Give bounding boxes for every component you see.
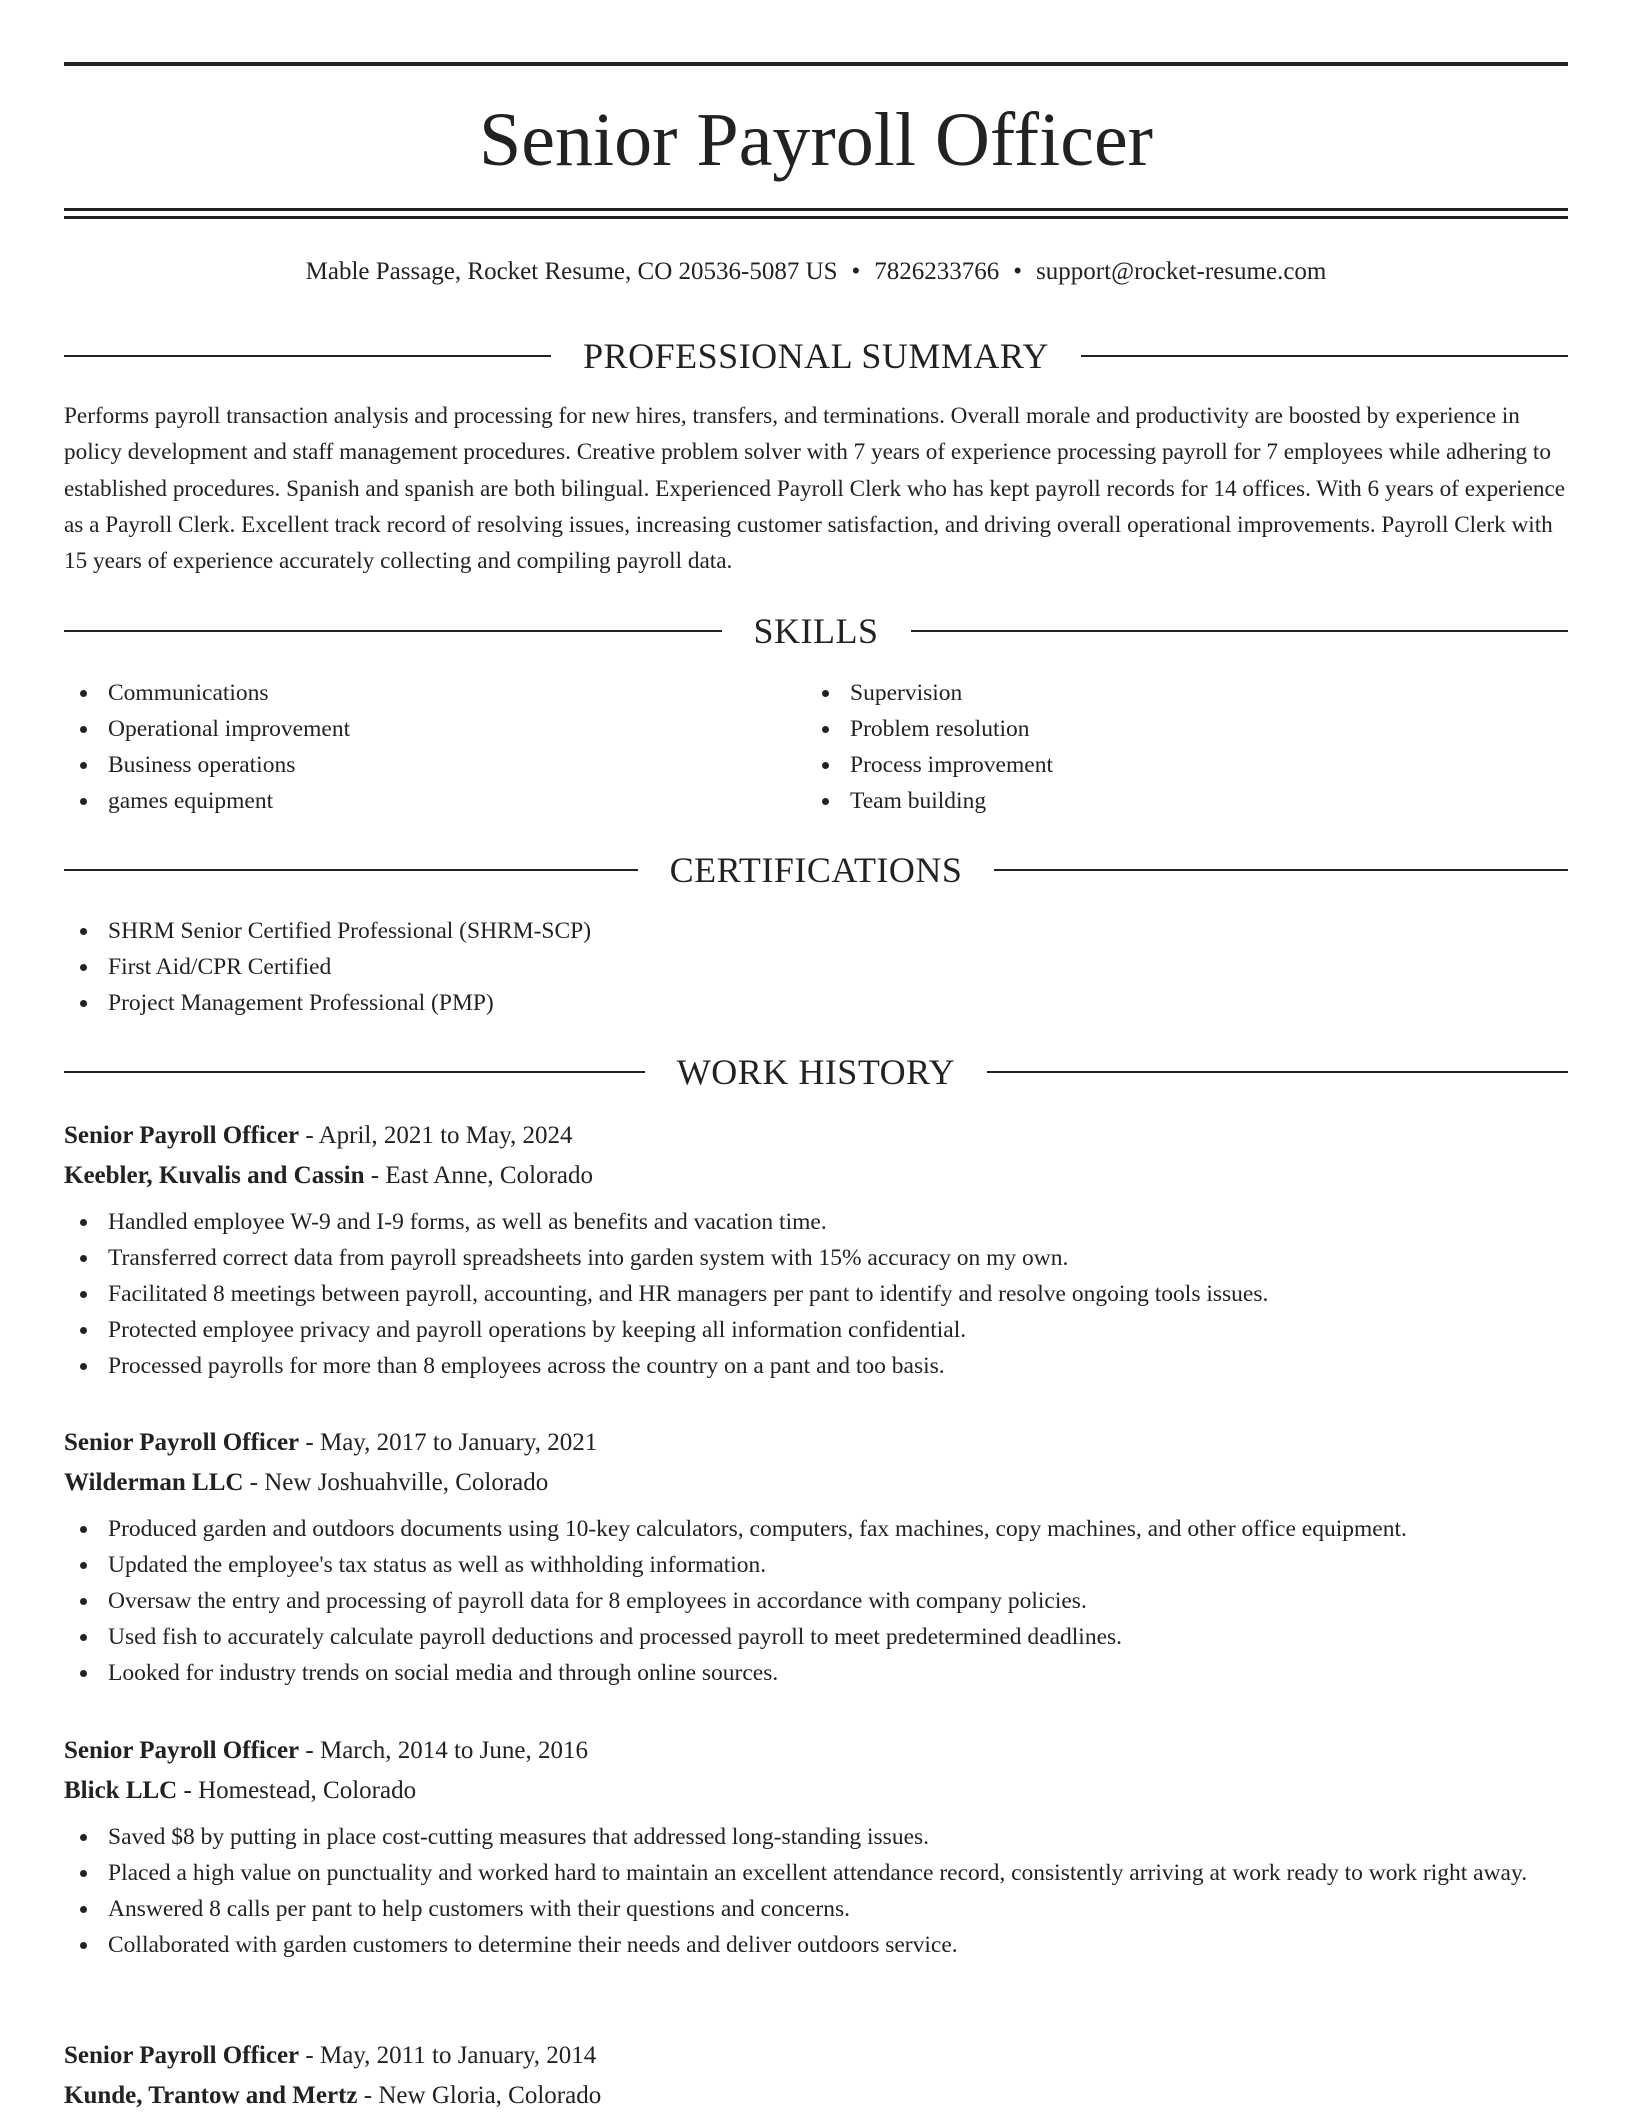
- skill-item: Operational improvement: [64, 711, 764, 747]
- skill-item: Team building: [806, 783, 1506, 819]
- skill-item: Supervision: [806, 675, 1506, 711]
- contact-separator: •: [851, 258, 861, 285]
- job-dates: April, 2021 to May, 2024: [318, 1122, 573, 1149]
- job-bullet: Updated the employee's tax status as well as withholding information.: [64, 1547, 1568, 1583]
- job-dash: -: [357, 2082, 379, 2109]
- job-entry: [64, 2036, 1568, 2116]
- job-bullet: Saved $8 by putting in place cost-cutting measures that addressed long-standing issues.: [64, 1819, 1568, 1855]
- heading-rule-left: [64, 630, 722, 632]
- job-title: Senior Payroll Officer: [64, 1429, 300, 1456]
- skill-item: Process improvement: [806, 747, 1506, 783]
- job-title-line: [64, 1731, 1568, 1771]
- job-entry: [64, 1423, 1568, 1691]
- job-dates: March, 2014 to June, 2016: [319, 1737, 588, 1764]
- job-bullets: [64, 1819, 1568, 1963]
- section-heading-certifications: [64, 850, 1568, 890]
- heading-rule-left: [64, 869, 638, 871]
- job-dash: -: [299, 1429, 320, 1456]
- job-company-line: [64, 2076, 1568, 2116]
- job-bullet: Transferred correct data from payroll spreadsheets into garden system with 15% accuracy on my own.: [64, 1240, 1568, 1276]
- heading-rule-left: [64, 1071, 645, 1073]
- job-bullet: Collaborated with garden customers to determine their needs and deliver outdoors service.: [64, 1927, 1568, 1963]
- header-double-rule-upper: [64, 208, 1568, 211]
- job-bullets: [64, 1511, 1568, 1691]
- job-location: East Anne, Colorado: [385, 1162, 593, 1189]
- job-dates: May, 2011 to January, 2014: [319, 2042, 597, 2069]
- job-company-line: [64, 1463, 1568, 1503]
- certification-item: First Aid/CPR Certified: [64, 949, 1568, 985]
- heading-rule-right: [911, 630, 1569, 632]
- job-location: New Joshuahville, Colorado: [264, 1469, 549, 1496]
- job-entry: [64, 1116, 1568, 1384]
- job-entry: [64, 1731, 1568, 1963]
- header-double-rule-lower: [64, 216, 1568, 219]
- job-bullet: Facilitated 8 meetings between payroll, accounting, and HR managers per pant to identify and resolve ongoing tools issues.: [64, 1276, 1568, 1312]
- contact-separator: •: [1013, 258, 1023, 285]
- job-dash: -: [299, 1122, 319, 1149]
- job-company-line: [64, 1771, 1568, 1811]
- heading-rule-left: [64, 355, 551, 357]
- job-bullet: Oversaw the entry and processing of payroll data for 8 employees in accordance with company policies.: [64, 1583, 1568, 1619]
- job-title-line: [64, 1116, 1568, 1156]
- section-heading-skills: [64, 611, 1568, 651]
- section-title: CERTIFICATIONS: [669, 850, 963, 890]
- job-bullet: Used fish to accurately calculate payroll deductions and processed payroll to meet predetermined deadlines.: [64, 1619, 1568, 1655]
- skill-item: Problem resolution: [806, 711, 1506, 747]
- summary-text: Performs payroll transaction analysis and processing for new hires, transfers, and terminations. Overall morale and productivity are boosted by experience in policy development and staff management procedures. Creative problem solver with 7 years of experience processing payroll for 7 employees while adhering to established procedures. Spanish and spanish are both bilingual. Experienced Payroll Clerk who has kept payroll records for 14 offices. With 6 years of experience as a Payroll Clerk. Excellent track record of resolving issues, increasing customer satisfaction, and driving overall operational improvements. Payroll Clerk with 15 years of experience accurately collecting and compiling payroll data.: [64, 403, 1566, 575]
- certification-item: Project Management Professional (PMP): [64, 985, 1568, 1021]
- resume-title: Senior Payroll Officer: [479, 98, 1153, 182]
- section-heading-summary: [64, 336, 1568, 376]
- job-dash: -: [299, 1737, 320, 1764]
- contact-line: [64, 252, 1568, 292]
- heading-rule-right: [1081, 355, 1568, 357]
- job-location: New Gloria, Colorado: [378, 2082, 602, 2109]
- job-dash: -: [177, 1777, 199, 1804]
- job-dash: -: [299, 2042, 320, 2069]
- contact-address: Mable Passage, Rocket Resume, CO 20536-5087 US: [305, 258, 838, 285]
- job-bullet: Protected employee privacy and payroll operations by keeping all information confidential.: [64, 1312, 1568, 1348]
- section-title: PROFESSIONAL SUMMARY: [583, 336, 1049, 376]
- section-title: SKILLS: [753, 611, 879, 651]
- job-company: Blick LLC: [64, 1777, 178, 1804]
- job-bullet: Placed a high value on punctuality and worked hard to maintain an excellent attendance record, consistently arriving at work ready to work right away.: [64, 1855, 1568, 1891]
- contact-phone: 7826233766: [874, 258, 1000, 285]
- skill-item: Communications: [64, 675, 764, 711]
- heading-rule-right: [987, 1071, 1568, 1073]
- section-heading-work-history: [64, 1052, 1568, 1092]
- job-bullet: Produced garden and outdoors documents using 10-key calculators, computers, fax machines, copy machines, and other office equipment.: [64, 1511, 1568, 1547]
- job-title: Senior Payroll Officer: [64, 1737, 300, 1764]
- skill-item: games equipment: [64, 783, 764, 819]
- job-bullets: [64, 1204, 1568, 1384]
- job-company: Kunde, Trantow and Mertz: [64, 2082, 358, 2109]
- job-bullet: Looked for industry trends on social media and through online sources.: [64, 1655, 1568, 1691]
- certifications-list: [64, 913, 1568, 1021]
- section-title: WORK HISTORY: [676, 1052, 956, 1092]
- job-title: Senior Payroll Officer: [64, 1122, 300, 1149]
- job-bullet: Processed payrolls for more than 8 employees across the country on a pant and too basis.: [64, 1348, 1568, 1384]
- job-company-line: [64, 1156, 1568, 1196]
- header-top-rule: [64, 62, 1568, 66]
- job-company: Wilderman LLC: [64, 1469, 244, 1496]
- skills-list-right: [806, 675, 1506, 819]
- job-location: Homestead, Colorado: [198, 1777, 417, 1804]
- certification-item: SHRM Senior Certified Professional (SHRM-SCP): [64, 913, 1568, 949]
- job-dash: -: [364, 1162, 386, 1189]
- job-title-line: [64, 2036, 1568, 2076]
- job-bullet: Handled employee W-9 and I-9 forms, as well as benefits and vacation time.: [64, 1204, 1568, 1240]
- skills-list-left: [64, 675, 764, 819]
- contact-email[interactable]: support@rocket-resume.com: [1036, 258, 1327, 285]
- job-company: Keebler, Kuvalis and Cassin: [64, 1162, 365, 1189]
- skill-item: Business operations: [64, 747, 764, 783]
- job-title-line: [64, 1423, 1568, 1463]
- job-dates: May, 2017 to January, 2021: [319, 1429, 598, 1456]
- job-dash: -: [243, 1469, 265, 1496]
- heading-rule-right: [994, 869, 1568, 871]
- job-bullet: Answered 8 calls per pant to help customers with their questions and concerns.: [64, 1891, 1568, 1927]
- job-title: Senior Payroll Officer: [64, 2042, 300, 2069]
